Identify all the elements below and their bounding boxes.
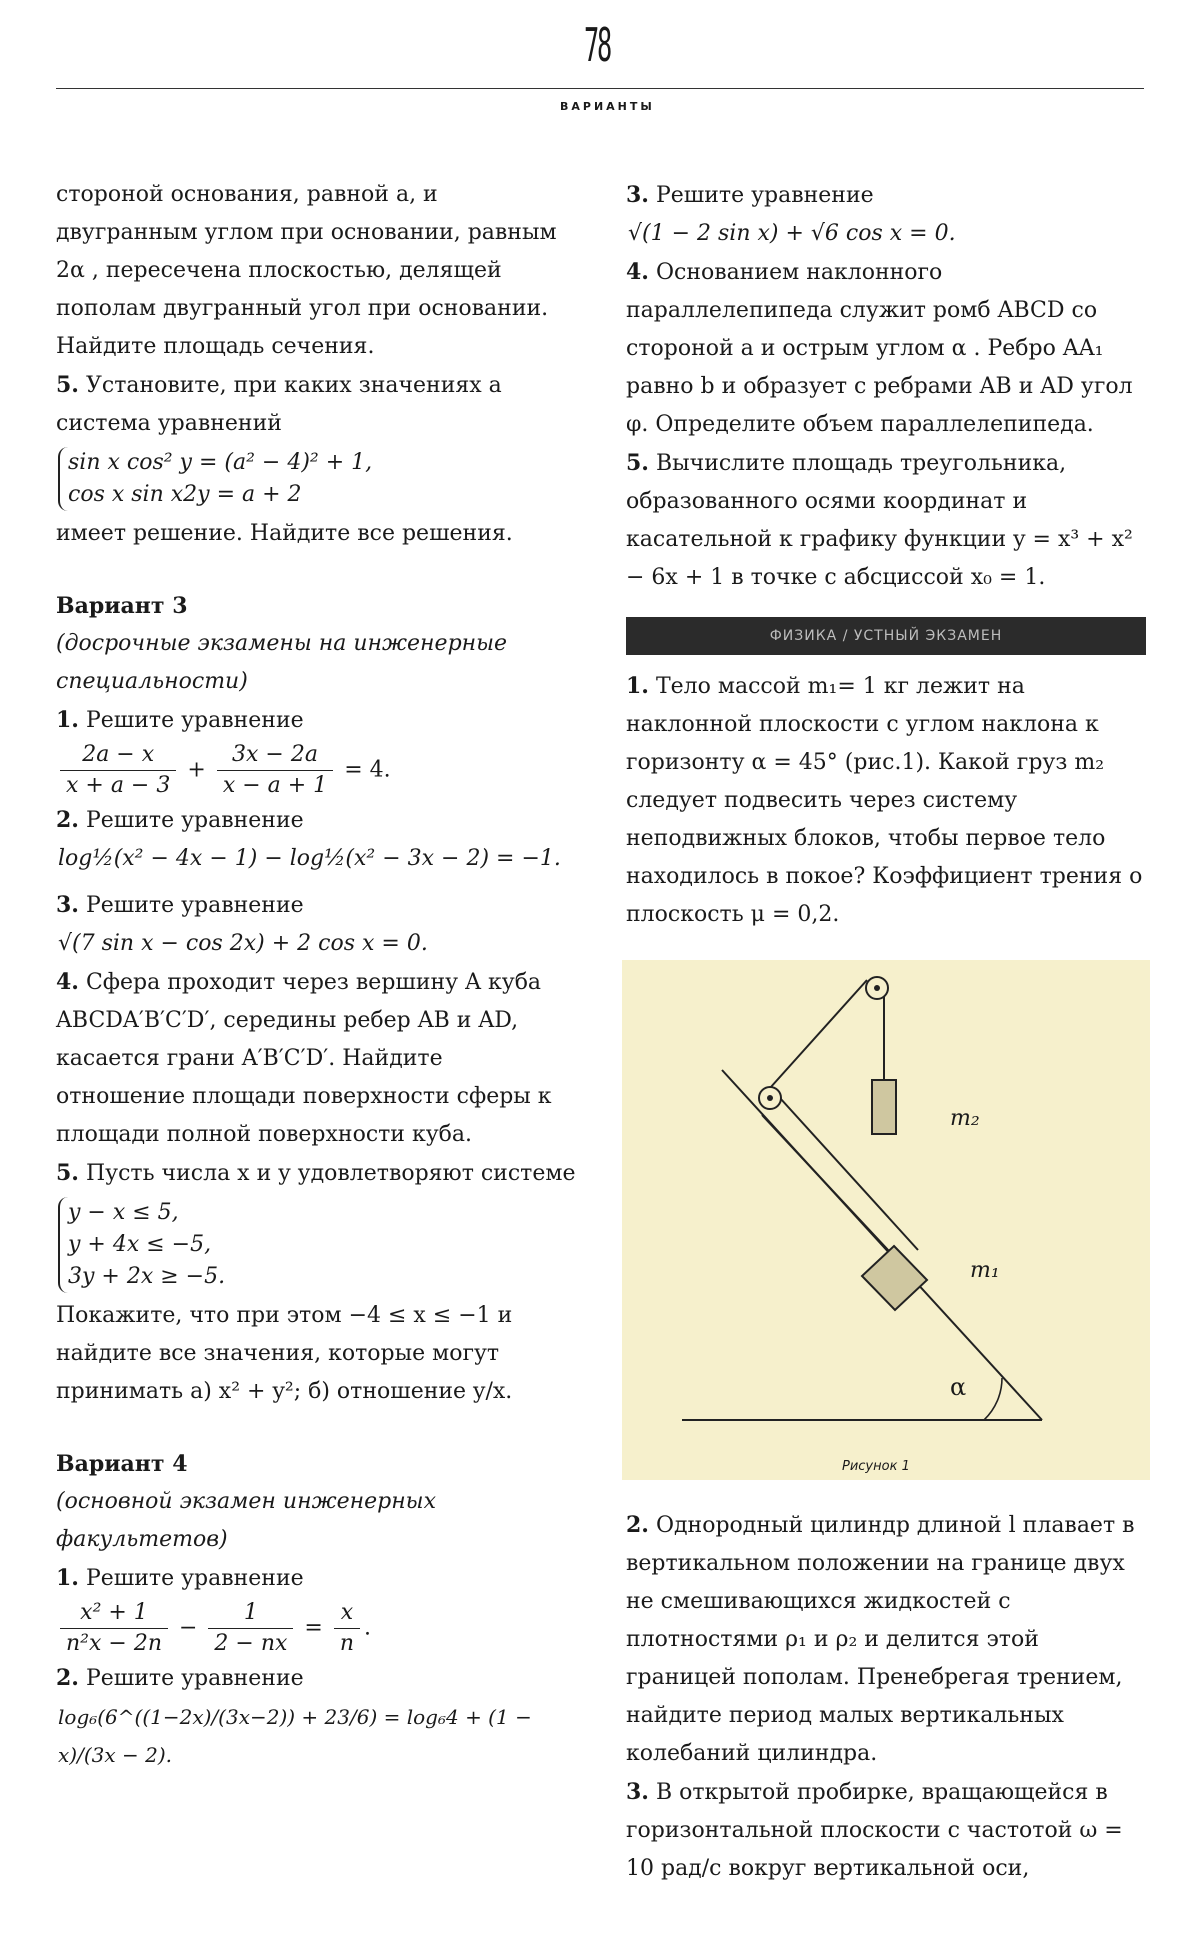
problem-text: Решите уравнение — [85, 708, 304, 733]
problem-number: 5. — [56, 372, 79, 398]
v3-problem-5-after: Покажите, что при этом −4 ≤ x ≤ −1 и найдите все значения, которые могут принимать а) x² + y²; б) отношение y/x. — [56, 1303, 513, 1404]
v3-problem-5 — [56, 1154, 576, 1193]
problem-text: Решите уравнение — [655, 183, 874, 208]
problem-number: 3. — [626, 1779, 649, 1805]
problem-text: Пусть числа x и y удовлетворяют системе — [85, 1161, 576, 1186]
denominator: x − a + 1 — [222, 773, 328, 798]
v4-problem-2 — [56, 1659, 576, 1698]
problem-text: Решите уравнение — [85, 1566, 304, 1591]
figure-incline — [622, 960, 1150, 1480]
problem-number: 2. — [56, 1665, 79, 1691]
figure-caption: Рисунок 1 — [842, 1459, 910, 1474]
system-line: cos x sin x2y = a + 2 — [68, 482, 302, 507]
system-line: 3y + 2x ≥ −5. — [68, 1264, 226, 1289]
rope-diagonal — [770, 980, 867, 1088]
problem-text: Решите уравнение — [85, 1666, 304, 1691]
fraction — [60, 1598, 168, 1659]
operator: + — [187, 757, 206, 783]
problem-number: 3. — [626, 182, 649, 208]
v3-problem-1 — [56, 701, 576, 740]
problem-text: Однородный цилиндр длиной l плавает в вертикальном положении на границе двух не смешивающихся жидкостей с плотностями ρ₁ и ρ₂ и делится этой границей пополам. Пренебрегая трением, найдите период малых вертикальных колебаний цилиндра. — [626, 1513, 1135, 1766]
denominator: n — [339, 1631, 355, 1656]
fraction — [334, 1598, 360, 1659]
equation-system-1 — [58, 447, 576, 511]
label-m2: m₂ — [950, 1106, 980, 1131]
v3-equation-1 — [56, 740, 576, 801]
denominator: 2 − nx — [214, 1631, 288, 1656]
problem-text: Основанием наклонного параллелепипеда служит ромб ABCD со стороной a и острым углом α . Ребро AA₁ равно b и образует с ребрами AB и AD угол φ. Определите объем параллелепипеда. — [626, 260, 1133, 437]
denominator: x + a − 3 — [66, 773, 171, 798]
denominator: n²x − 2n — [66, 1631, 162, 1656]
v4-equation-2: log₆(6^((1−2x)/(3x−2)) + 23/6) = log₆4 + (1 − x)/(3x − 2). — [58, 1705, 532, 1767]
problem-number: 4. — [56, 969, 79, 995]
physics-problem-3 — [626, 1773, 1146, 1888]
numerator: 2a − x — [60, 740, 176, 771]
period: . — [364, 1615, 372, 1641]
problem-5 — [56, 366, 576, 443]
problem-text: Сфера проходит через вершину A куба ABCDA′B′C′D′, середины ребер AB и AD, касается грани A′B′C′D′. Найдите отношение площади поверхности сферы к площади полной поверхности куба. — [56, 970, 552, 1147]
problem-number: 2. — [626, 1512, 649, 1538]
r-problem-3 — [626, 176, 1146, 215]
numerator: x — [334, 1598, 360, 1629]
rope-lower — [780, 1098, 918, 1250]
problem-number: 1. — [56, 1565, 79, 1591]
label-m1: m₁ — [970, 1258, 1000, 1283]
v3-problem-3 — [56, 886, 576, 925]
problem-number: 2. — [56, 807, 79, 833]
mass-m2-block — [872, 1080, 896, 1134]
operator: − — [178, 1615, 198, 1641]
system-line: y − x ≤ 5, — [68, 1200, 179, 1225]
pulley-axle — [767, 1095, 773, 1101]
r-problem-5 — [626, 444, 1146, 597]
r-problem-4 — [626, 253, 1146, 444]
equals: = — [304, 1615, 323, 1641]
incline-diagram — [622, 960, 1150, 1480]
v3-equation-2: log½(x² − 4x − 1) − log½(x² − 3x − 2) = −1. — [58, 846, 561, 871]
problem-number: 4. — [626, 259, 649, 285]
equals: = 4. — [344, 757, 391, 783]
fraction — [208, 1598, 293, 1659]
system-line: sin x cos² y = (a² − 4)² + 1, — [68, 450, 373, 475]
problem-number: 1. — [626, 673, 649, 699]
variant-4-title: Вариант 4 — [56, 1451, 188, 1477]
mass-m1-block — [862, 1246, 927, 1310]
variant-3-title: Вариант 3 — [56, 593, 188, 619]
v3-equation-3: √(7 sin x − cos 2x) + 2 cos x = 0. — [58, 931, 428, 956]
physics-problem-2 — [626, 1506, 1146, 1773]
page-number: 78 — [584, 18, 611, 72]
left-column — [56, 176, 576, 1774]
v3-problem-2 — [56, 801, 576, 840]
label-alpha: α — [950, 1373, 967, 1401]
pulley-axle — [874, 985, 880, 991]
problem-text: В открытой пробирке, вращающейся в горизонтальной плоскости с частотой ω = 10 рад/с вокруг вертикальной оси, — [626, 1780, 1123, 1881]
numerator: 3x − 2a — [217, 740, 333, 771]
fraction — [60, 740, 176, 801]
problem-text: Решите уравнение — [85, 808, 304, 833]
problem-text: Установите, при каких значениях a система уравнений — [56, 373, 502, 436]
problem-number: 5. — [56, 1160, 79, 1186]
r-equation-3: √(1 − 2 sin x) + √6 cos x = 0. — [628, 221, 956, 246]
header-rule — [56, 88, 1144, 89]
after-system-text: имеет решение. Найдите все решения. — [56, 521, 513, 546]
problem-number: 1. — [56, 707, 79, 733]
rope-upper — [762, 1115, 902, 1265]
physics-banner: ФИЗИКА / УСТНЫЙ ЭКЗАМЕН — [626, 617, 1146, 655]
angle-arc — [984, 1378, 1002, 1420]
fraction — [217, 740, 333, 801]
numerator: x² + 1 — [60, 1598, 168, 1629]
problem-text: Вычислите площадь треугольника, образованного осями координат и касательной к графику функции y = x³ + x² − 6x + 1 в точке с абсциссой x₀ = 1. — [626, 451, 1133, 590]
variant-4-note: (основной экзамен инженерных факультетов) — [56, 1489, 437, 1552]
problem-number: 3. — [56, 892, 79, 918]
equation-system-2 — [58, 1197, 576, 1293]
problem-text: Тело массой m₁= 1 кг лежит на наклонной плоскости с углом наклона к горизонту α = 45° (рис.1). Какой груз m₂ следует подвесить через систему неподвижных блоков, чтобы первое тело находилось в покое? Коэффициент трения о плоскость μ = 0,2. — [626, 674, 1143, 927]
problem-text: Решите уравнение — [85, 893, 304, 918]
v4-problem-1 — [56, 1559, 576, 1598]
physics-problem-1 — [626, 667, 1146, 934]
variant-3-note: (досрочные экзамены на инженерные специальности) — [56, 631, 508, 694]
intro-text: стороной основания, равной a, и двугранным углом при основании, равным 2α , пересечена плоскостью, делящей пополам двугранный угол при основании. Найдите площадь сечения. — [56, 182, 557, 359]
right-column — [626, 176, 1146, 1888]
problem-number: 5. — [626, 450, 649, 476]
system-line: y + 4x ≤ −5, — [68, 1232, 212, 1257]
numerator: 1 — [208, 1598, 293, 1629]
v4-equation-1 — [56, 1598, 576, 1659]
section-title: ВАРИАНТЫ — [560, 100, 655, 113]
v3-problem-4 — [56, 963, 576, 1154]
